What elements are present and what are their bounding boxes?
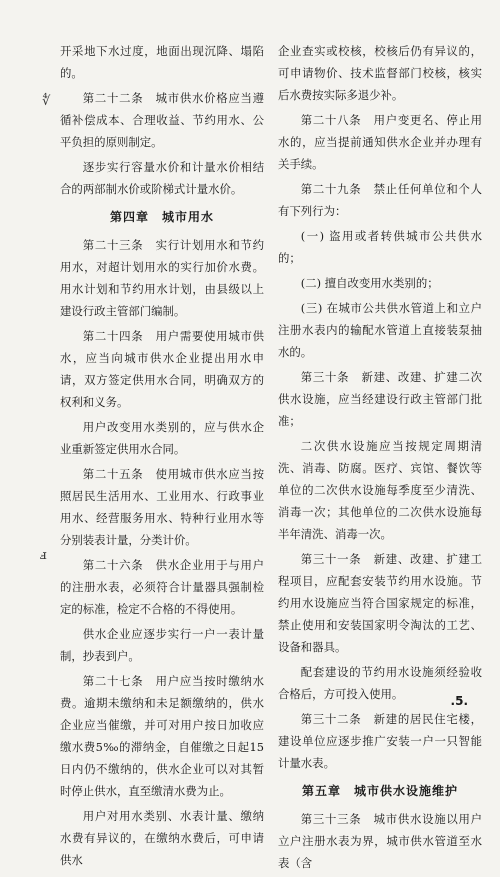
- article-26: 第二十六条 供水企业用于与用户的注册水表，必须符合计量器具强制检定的标准，检定不合格的不得使用。: [60, 558, 264, 616]
- article-22: 第二十二条 城市供水价格应当遵循补偿成本、合理收益、节约用水、公平负担的原则制定。: [60, 91, 264, 149]
- article-31: 第三十一条 新建、改建、扩建工程项目，应配套安装节约用水设施。节约用水设施应当符合国家规定的标准，禁止使用和安装国家明令淘汰的工艺、设备和器具。: [278, 552, 482, 654]
- article-27: 第二十七条 用户应当按时缴纳水费。逾期未缴纳和未足额缴纳的，供水企业应当催缴，并可对用户按日加收应缴水费5‰的滞纳金，自催缴之日起15日内仍不缴纳的，供水企业可以对其暂时停止供水，直至缴清水费为止。: [60, 674, 264, 798]
- article-24: 第二十四条 用户需要使用城市供水，应当向城市供水企业提出用水申请，双方签定供用水合同，明确双方的权利和义务。: [60, 329, 264, 409]
- left-column: [60, 40, 264, 874]
- chapter-heading: 第五章 城市供水设施维护: [301, 784, 458, 798]
- paragraph: 企业查实或校核，校核后仍有异议的，可申请物价、技术监督部门校核，核实后水费按实际多退少补。: [278, 44, 482, 102]
- margin-handwritten-mark: ⅎ: [40, 548, 47, 563]
- chapter-heading: 第四章 城市用水: [109, 210, 214, 224]
- paragraph: 用户改变用水类别的，应与供水企业重新签定供用水合同。: [60, 420, 264, 456]
- page-number: .5.: [450, 694, 468, 708]
- article-28: 第二十八条 用户变更名、停止用水的，应当提前通知供水企业并办理有关手续。: [278, 113, 482, 171]
- paragraph: 供水企业应逐步实行一户一表计量制，抄表到户。: [60, 627, 264, 663]
- article-30: 第三十条 新建、改建、扩建二次供水设施，应当经建设行政主管部门批准；: [278, 370, 482, 428]
- paragraph: 逐步实行容量水价和计量水价相结合的两部制水价或阶梯式计量水价。: [60, 160, 264, 196]
- paragraph: 二次供水设施应当按规定周期清洗、消毒、防腐。医疗、宾馆、餐饮等单位的二次供水设施每季度至少清洗、消毒一次；其他单位的二次供水设施每半年清洗、消毒一次。: [278, 439, 482, 541]
- paragraph: 配套建设的节约用水设施须经验收合格后，方可投入使用。: [278, 665, 482, 701]
- paragraph: 开采地下水过度，地面出现沉降、塌陷的。: [60, 44, 264, 80]
- article-29: 第二十九条 禁止任何单位和个人有下列行为：: [278, 182, 482, 218]
- article-32: 第三十二条 新建的居民住宅楼，建设单位应逐步推广安装一户一只智能计量水表。: [278, 712, 482, 770]
- paragraph: 用户对用水类别、水表计量、缴纳水费有异议的，在缴纳水费后，可申请供水: [60, 809, 264, 867]
- article-23: 第二十三条 实行计划用水和节约用水，对超计划用水的实行加价水费。用水计划和节约用水计划，由县级以上建设行政主管部门编制。: [60, 238, 264, 318]
- article-33: 第三十三条 城市供水设施以用户立户注册水表为界，城市供水管道至水表（含: [278, 812, 482, 870]
- list-item: (一) 盗用或者转供城市公共供水的；: [278, 229, 482, 265]
- right-column: [278, 40, 482, 877]
- article-25: 第二十五条 使用城市供水应当按照居民生活用水、工业用水、行政事业用水、经营服务用水、特种行业用水等分别装表计量，分类计价。: [60, 467, 264, 547]
- list-item: (三) 在城市公共供水管道上和立户注册水表内的输配水管道上直接装泵抽水的。: [278, 301, 482, 359]
- margin-handwritten-mark: ∜: [42, 94, 51, 109]
- list-item: (二) 擅自改变用水类别的；: [300, 276, 439, 290]
